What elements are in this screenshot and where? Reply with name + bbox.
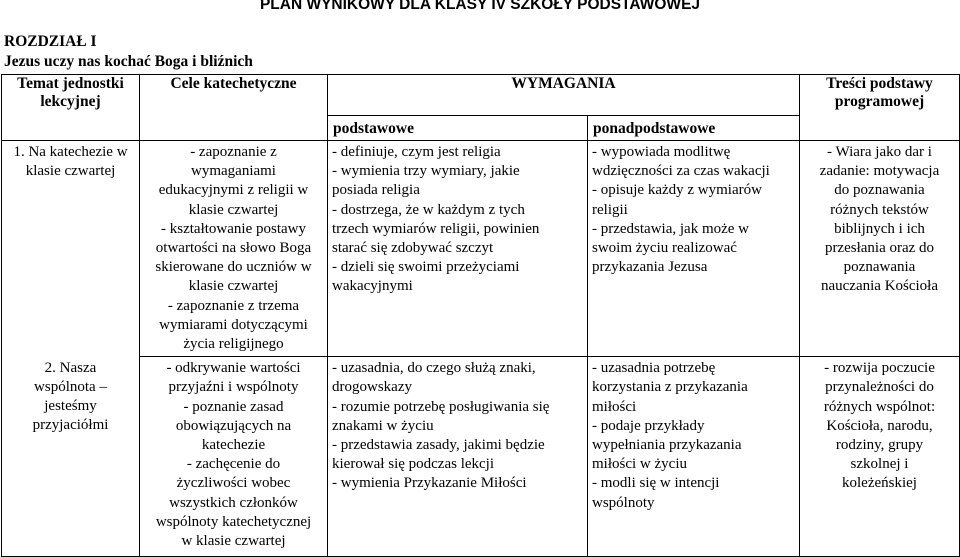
topic-cell	[2, 357, 140, 557]
goals-line: otwartości na słowo Boga	[155, 240, 312, 257]
topic-line: klasie czwartej	[25, 163, 116, 180]
goals-line: katechezie	[201, 437, 266, 454]
topic-line: wspólnota –	[34, 378, 107, 395]
advanced-line: miłości	[592, 398, 637, 415]
basic-line: - uzasadnia, do czego służą znaki,	[332, 360, 536, 377]
basic-line: posiada religia	[332, 182, 420, 199]
curriculum-line: szkolnej i	[850, 456, 909, 473]
curriculum-line: przynależności do	[825, 379, 934, 396]
table-row	[2, 141, 960, 357]
advanced-line: - podaje przykłady	[592, 417, 705, 434]
curriculum-line: nauczania Kościoła	[820, 278, 939, 295]
curriculum-line: Kościoła, narodu,	[826, 417, 933, 434]
table-row	[2, 357, 960, 557]
basic-line: - definiuje, czym jest religia	[332, 144, 501, 160]
topic-line: 1. Na katechezie w	[13, 144, 128, 160]
goals-line: życzliwości wobec	[176, 475, 291, 492]
basic-line: - dzieli się swoimi przeżyciami	[332, 259, 520, 276]
header-curriculum: Treści podstawy programowej	[800, 75, 960, 141]
advanced-line: - przedstawia, jak może w	[592, 220, 750, 237]
goals-line: wszystkich członków	[169, 494, 298, 511]
basic-line: drogowskazy	[332, 379, 412, 396]
goals-line: skierowane do uczniów w	[155, 259, 312, 276]
advanced-requirements-cell	[588, 141, 800, 357]
advanced-line: przykazania Jezusa	[592, 259, 708, 276]
goals-line: - zapoznanie z	[190, 144, 277, 160]
header-requirements: WYMAGANIA	[328, 75, 800, 116]
basic-requirements-cell	[328, 141, 588, 357]
curriculum-line: biblijnych i ich	[834, 220, 925, 237]
goals-line: wspólnoty katechetycznej	[155, 513, 312, 530]
curriculum-line: różnych wspólnot:	[823, 398, 936, 415]
goals-line: klasie czwartej	[188, 278, 279, 295]
advanced-line: miłości w życiu	[592, 456, 687, 473]
curriculum-line: poznawania	[843, 259, 916, 276]
advanced-line: swoim życiu realizować	[592, 240, 737, 257]
curriculum-cell	[800, 357, 960, 557]
advanced-line: wypełniania przykazania	[592, 437, 742, 454]
curriculum-line: koleżeńskiej	[842, 475, 917, 492]
goals-line: klasie czwartej	[188, 201, 279, 218]
chapter-subtitle: Jezus uczy nas kochać Boga i bliźnich	[4, 53, 253, 70]
goals-line: - zapoznanie z trzema	[167, 297, 300, 314]
lesson-plan-table	[1, 74, 960, 557]
topic-line: 2. Nasza	[44, 359, 97, 376]
topic-line: przyjaciółmi	[32, 417, 109, 434]
document-title: PLAN WYNIKOWY DLA KLASY IV SZKOŁY PODSTAWOWEJ	[259, 0, 701, 9]
goals-line: w klasie czwartej	[181, 533, 286, 550]
curriculum-line: rodziny, grupy	[835, 437, 924, 454]
advanced-requirements-cell	[588, 357, 800, 557]
advanced-line: religii	[592, 201, 628, 218]
advanced-line: korzystania z przykazania	[592, 379, 748, 396]
advanced-line: wdzięczności za czas wakacji	[592, 163, 770, 180]
basic-requirements-cell	[328, 357, 588, 557]
goals-cell	[140, 357, 328, 557]
goals-line: - odkrywanie wartości	[166, 360, 301, 377]
chapter-label: ROZDZIAŁ I	[4, 33, 97, 50]
basic-line: kierował się podczas lekcji	[332, 456, 495, 473]
basic-line: - przedstawia zasady, jakimi będzie	[332, 437, 545, 454]
basic-line: wakacyjnymi	[332, 278, 413, 295]
topic-line: jesteśmy	[44, 398, 97, 415]
basic-line: starać się zdobywać szczyt	[332, 240, 494, 257]
goals-line: - poznanie zasad	[183, 398, 284, 415]
basic-line: - dostrzega, że w każdym z tych	[332, 201, 525, 218]
advanced-line: wspólnoty	[592, 494, 655, 511]
curriculum-line: do poznawania	[834, 182, 925, 199]
curriculum-line: - rozwija poczucie	[824, 360, 935, 377]
goals-line: edukacyjnymi z religii w	[158, 182, 309, 199]
goals-line: życia religijnego	[183, 336, 284, 353]
curriculum-line: przesłania oraz do	[824, 240, 935, 257]
advanced-line: - uzasadnia potrzebę	[592, 360, 716, 377]
goals-line: wymaganiami	[191, 163, 276, 180]
curriculum-line: różnych tekstów	[830, 201, 929, 218]
curriculum-line: - Wiara jako dar i	[827, 144, 932, 160]
advanced-line: - wypowiada modlitwę	[592, 144, 731, 160]
goals-line: przyjaźni i wspólnoty	[168, 379, 299, 396]
goals-line: wymiarami dotyczącymi	[159, 316, 308, 333]
basic-line: - wymienia Przykazanie Miłości	[332, 475, 527, 492]
basic-line: - rozumie potrzebę posługiwania się	[332, 398, 550, 415]
header-row	[2, 75, 960, 116]
topic-cell	[2, 141, 140, 357]
header-goals: Cele katechetyczne	[140, 75, 328, 141]
header-topic: Temat jednostki lekcyjnej	[2, 75, 140, 141]
header-advanced: ponadpodstawowe	[588, 116, 800, 141]
goals-line: - kształtowanie postawy	[161, 220, 306, 237]
curriculum-line: zadanie: motywacja	[819, 163, 940, 180]
basic-line: trzech wymiarów religii, powinien	[332, 220, 540, 237]
advanced-line: - opisuje każdy z wymiarów	[592, 182, 762, 199]
header-basic: podstawowe	[328, 116, 588, 141]
goals-line: obowiązujących na	[175, 417, 292, 434]
goals-line: - zachęcenie do	[186, 456, 281, 473]
advanced-line: - modli się w intencji	[592, 475, 720, 492]
basic-line: - wymienia trzy wymiary, jakie	[332, 163, 520, 180]
curriculum-cell	[800, 141, 960, 357]
goals-cell	[140, 141, 328, 357]
basic-line: znakami w życiu	[332, 417, 434, 434]
